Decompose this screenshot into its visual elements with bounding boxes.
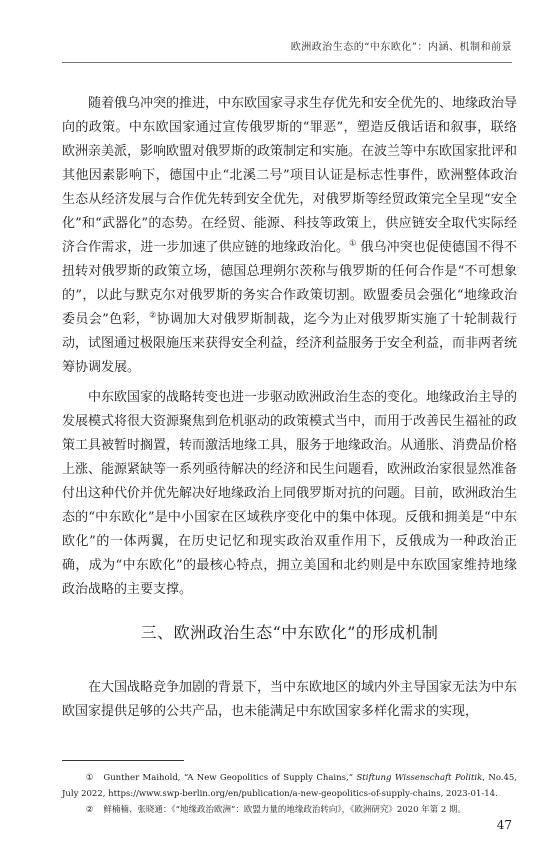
footnote-2-mark: ② bbox=[85, 805, 94, 815]
footnote-2 bbox=[62, 802, 517, 818]
paragraph-1-part-c: 协调加大对俄罗斯制裁，迄今为止对俄罗斯实施了十轮制裁行动，试图通过极限施压来获得安全利益，经济利益服务于安全利益，而非两者统筹协调发展。 bbox=[62, 312, 518, 375]
footnote-1-mark: ① bbox=[85, 773, 94, 783]
footnotes bbox=[62, 770, 517, 818]
footnote-ref-2[interactable]: ② bbox=[149, 310, 157, 320]
paragraph-2: 中东欧国家的战略转变也进一步驱动欧洲政治生态的变化。地缘政治主导的发展模式将很大资源聚焦到危机驱动的政策模式当中，而用于改善民生福祉的政策工具被暂时搁置，转而激活地缘工具，服务于地缘政治。从通胀、消费品价格上涨、能源紧缺等一系列亟待解决的经济和民生问题看，欧洲政治家很显然准备付出这种代价并优先解决好地缘政治上同俄罗斯对抗的问题。目前，欧洲政治生态的“中东欧化”是中小国家在区域秩序变化中的集中体现。反俄和拥美是“中东欧化”的一体两翼，在历史记忆和现实政治双重作用下，反俄成为一种政治正确，成为“中东欧化”的最核心特点，拥立美国和北约则是中东欧国家维持地缘政治战略的主要支撑。 bbox=[62, 390, 518, 597]
body-text bbox=[62, 92, 517, 608]
footnote-1 bbox=[62, 770, 517, 802]
section-body-text bbox=[62, 676, 517, 724]
footnote-rule bbox=[62, 760, 184, 761]
footnote-ref-1[interactable]: ① bbox=[349, 238, 357, 248]
footnote-1-journal: Stiftung Wissenschaft Politik bbox=[356, 773, 483, 783]
section-heading: 三、欧洲政治生态“中东欧化”的形成机制 bbox=[140, 623, 439, 642]
footnote-1-details: , No.45, July 2022, https://www.swp-berlin.org/en/publication/a-new-geopolitics-of-supply-chains, 2023-01-14. bbox=[62, 773, 518, 799]
paragraph-1-part-b: 俄乌冲突也促使德国不得不扭转对俄罗斯的政策立场，德国总理朔尔茨称与俄罗斯的任何合作是“不可想象的”，以此与默克尔对俄罗斯的务实合作政策切割。欧盟委员会强化“地缘政治委员会”色彩， bbox=[62, 240, 518, 327]
footnote-2-text: 鲜楠楠、张晓通：《“地缘政治欧洲”：欧盟力量的地缘政治转向》，《欧洲研究》2020 年第 2 期。 bbox=[103, 805, 466, 815]
paragraph-3: 在大国战略竞争加剧的背景下，当中东欧地区的域内外主导国家无法为中东欧国家提供足够的公共产品，也未能满足中东欧国家多样化需求的实现， bbox=[62, 680, 518, 719]
paragraph-1 bbox=[62, 92, 517, 380]
running-header: 欧洲政治生态的“中东欧化”：内涵、机制和前景 bbox=[290, 42, 512, 53]
footnote-1-author-title: Gunther Maihold, “A New Geopolitics of Supply Chains,” bbox=[103, 773, 357, 783]
paragraph-1-part-a: 随着俄乌冲突的推进，中东欧国家寻求生存优先和安全优先的、地缘政治导向的政策。中东欧国家通过宣传俄罗斯的“罪恶”，塑造反俄话语和叙事，联络欧洲亲美派，影响欧盟对俄罗斯的政策制定和实施。在波兰等中东欧国家批评和其他因素影响下，德国中止“北溪二号”项目认证是标志性事件，欧洲整体政治生态从经济发展与合作优先转到安全优先，对俄罗斯等经贸政策完全呈现“安全化”和“武器化”的态势。在经贸、能源、科技等政策上，供应链安全取代实际经济合作需求，进一步加速了供应链的地缘政治化。 bbox=[62, 96, 518, 255]
header-rule bbox=[62, 62, 512, 63]
page-number: 47 bbox=[496, 818, 512, 832]
